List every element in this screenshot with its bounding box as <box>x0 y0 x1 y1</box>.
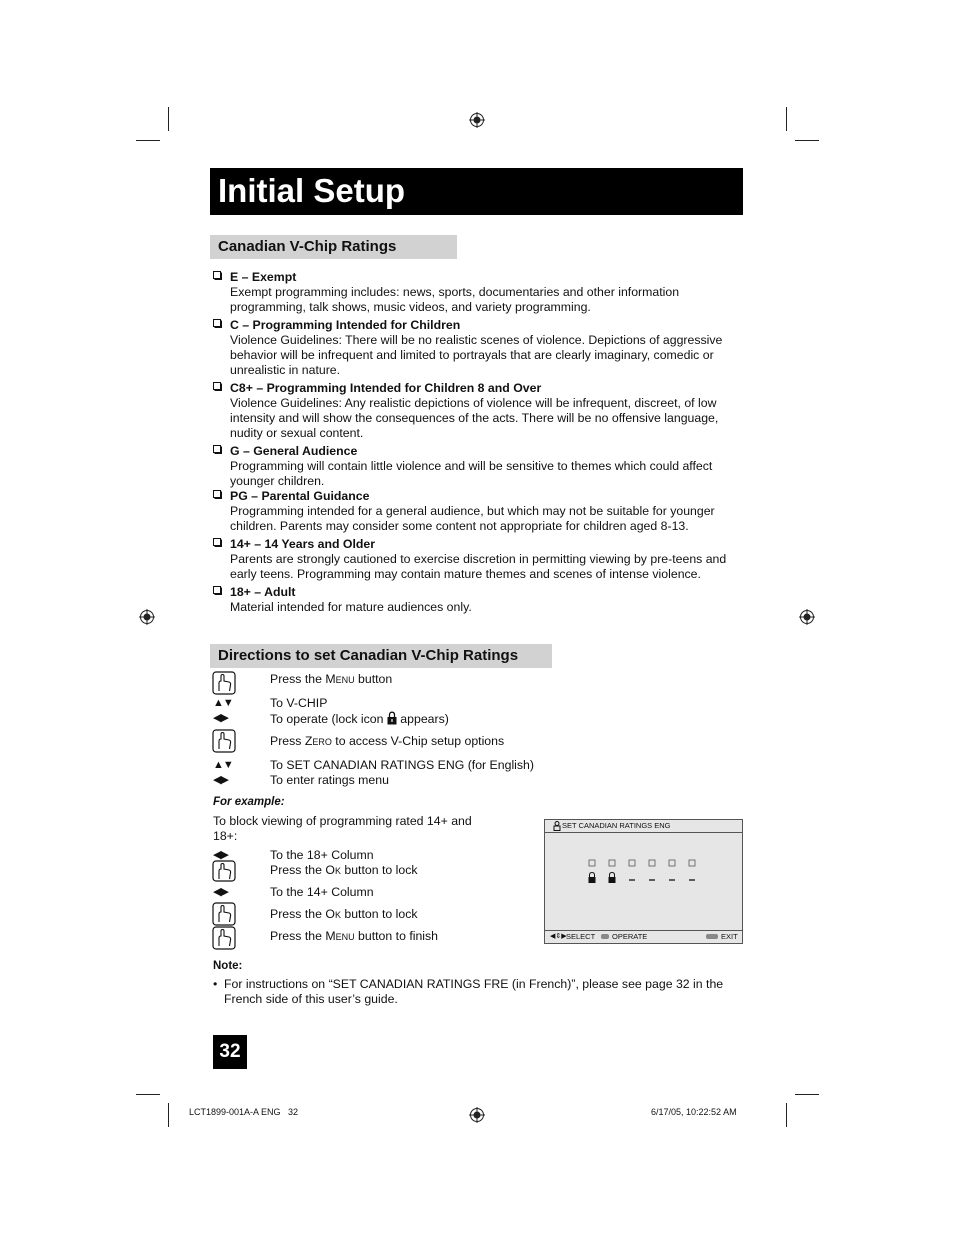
rating-description: Parents are strongly cautioned to exercise discretion in permitting viewing by pre-teens and early teens. Programming may contain mature themes and scenes of intense violence. <box>230 552 727 581</box>
page-title: Initial Setup <box>218 172 406 209</box>
vchip-icon <box>553 821 561 831</box>
ratings-section-heading <box>210 235 457 259</box>
crop-mark <box>168 107 169 131</box>
press-hand-icon <box>212 729 236 753</box>
rating-description: Material intended for mature audiences only. <box>230 600 472 614</box>
screen-title-bar <box>545 820 742 833</box>
note-label: Note: <box>213 960 243 972</box>
rating-title: 14+ – 14 Years and Older <box>230 537 376 551</box>
rating-title: G – General Audience <box>230 444 358 458</box>
crop-mark <box>136 1094 160 1095</box>
rating-description: Programming will contain little violence and will be sensitive to themes which could affect younger children. <box>230 459 713 488</box>
press-hand-icon <box>212 926 236 950</box>
example-step-press-menu: Press the Menu button to finish <box>270 929 439 943</box>
checkbox-icon <box>213 538 222 547</box>
note-line1: For instructions on “SET CANADIAN RATINGS FRE (in French)”, please see page 32 in the <box>224 977 724 991</box>
tv-screen-illustration <box>544 819 743 944</box>
step-enter-ratings-menu: To enter ratings menu <box>270 773 389 787</box>
left-right-arrows-icon: ◀▶ <box>213 774 228 786</box>
footer-doc-id: LCT1899-001A-A ENG 32 <box>189 1107 299 1117</box>
lock-icon <box>387 711 397 725</box>
left-right-arrows-icon: ◀▶ <box>213 849 228 861</box>
lock-icon <box>589 873 596 884</box>
step-press-menu: Press the Menu button <box>270 672 393 686</box>
rating-title: 18+ – Adult <box>230 585 296 599</box>
step-set-canadian-eng: To SET CANADIAN RATINGS ENG (for English) <box>270 758 534 772</box>
step-press-zero: Press Zero to access V-Chip setup options <box>270 734 505 748</box>
up-down-arrows-icon: ▲▼ <box>213 697 233 709</box>
directions-section-heading <box>210 644 552 668</box>
example-intro-line1: To block viewing of programming rated 14+ and <box>213 814 472 828</box>
rating-description: Violence Guidelines: There will be no realistic scenes of violence. Depictions of aggressive behavior will be infrequent and limited to portrayals that are clearly imaginary, comedic or unrealistic in nature. <box>230 333 723 377</box>
crop-mark <box>795 1094 819 1095</box>
footer-timestamp: 6/17/05, 10:22:52 AM <box>651 1107 737 1117</box>
registration-mark-icon <box>469 112 485 128</box>
step-to-vchip: To V-CHIP <box>270 696 328 710</box>
example-label: For example: <box>213 796 285 808</box>
page-number: 32 <box>213 1035 247 1069</box>
example-step-14plus-column: To the 14+ Column <box>270 885 374 899</box>
ratings-section-title: Canadian V-Chip Ratings <box>218 238 397 255</box>
checkbox-icon <box>213 271 222 280</box>
screen-operate-label: OPERATE <box>612 932 648 941</box>
crop-mark <box>795 140 819 141</box>
checkbox-icon <box>213 490 222 499</box>
registration-mark-icon <box>139 609 155 625</box>
example-step-18plus-column: To the 18+ Column <box>270 848 374 862</box>
checkbox-icon <box>213 382 222 391</box>
checkbox-icon <box>213 586 222 595</box>
rating-title: E – Exempt <box>230 270 297 284</box>
registration-mark-icon <box>469 1107 485 1123</box>
screen-title: SET CANADIAN RATINGS ENG <box>562 821 671 830</box>
page-title-bar <box>210 168 743 215</box>
select-arrows-icon: ◀⇕▶ <box>550 933 567 940</box>
ok-button-icon <box>601 934 609 939</box>
menu-button-icon <box>706 934 718 939</box>
press-hand-icon <box>212 671 236 695</box>
left-right-arrows-icon: ◀▶ <box>213 712 228 724</box>
rating-description: Exempt programming includes: news, sports, documentaries and other information programming, talk shows, music videos, and variety programming. <box>230 285 680 314</box>
rating-description: Programming intended for a general audience, but which may not be suitable for younger children. Parents may consider some content not appropriate for children aged 8-13. <box>230 504 715 533</box>
screen-exit-label: EXIT <box>721 932 738 941</box>
rating-description: Violence Guidelines: Any realistic depictions of violence will be infrequent, discreet, of low intensity and will show the consequences of the acts. There will be no offensive language, nudity or sexual content. <box>230 396 719 440</box>
screen-select-label: SELECT <box>566 932 596 941</box>
note-line2: French side of this user’s guide. <box>224 992 398 1006</box>
step-operate: To operate (lock icon appears) <box>270 712 449 726</box>
rating-columns <box>545 858 742 898</box>
rating-title: C8+ – Programming Intended for Children 8 and Over <box>230 381 542 395</box>
lock-icon <box>609 873 616 884</box>
left-right-arrows-icon: ◀▶ <box>213 886 228 898</box>
press-hand-icon <box>212 860 236 882</box>
example-step-press-ok-1: Press the Ok button to lock <box>270 863 418 877</box>
crop-mark <box>168 1103 169 1127</box>
registration-mark-icon <box>799 609 815 625</box>
rating-title: C – Programming Intended for Children <box>230 318 461 332</box>
note-bullet: • <box>213 977 218 991</box>
crop-mark <box>136 140 160 141</box>
press-hand-icon <box>212 902 236 926</box>
screen-footer-bar <box>545 930 742 943</box>
checkbox-icon <box>213 319 222 328</box>
crop-mark <box>786 1103 787 1127</box>
directions-section-title: Directions to set Canadian V-Chip Ratings <box>218 647 519 664</box>
rating-title: PG – Parental Guidance <box>230 489 370 503</box>
example-intro-line2: 18+: <box>213 829 238 843</box>
example-step-press-ok-2: Press the Ok button to lock <box>270 907 418 921</box>
checkbox-icon <box>213 445 222 454</box>
up-down-arrows-icon: ▲▼ <box>213 759 233 771</box>
crop-mark <box>786 107 787 131</box>
